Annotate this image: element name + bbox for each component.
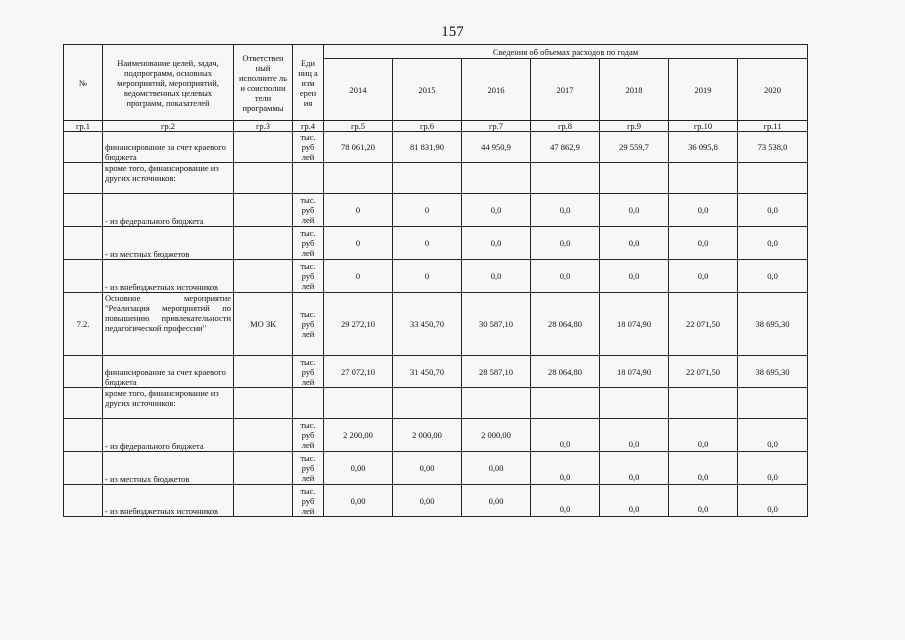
row-value-2018: 18 074,90 — [600, 356, 669, 388]
row-value-2017: 0,0 — [531, 260, 600, 293]
row-value-2018: 0,0 — [600, 194, 669, 227]
column-number: гр.3 — [234, 121, 293, 132]
row-name: - из федерального бюджета — [103, 419, 234, 452]
row-value-2018: 0,0 — [600, 227, 669, 260]
row-name: - из федерального бюджета — [103, 194, 234, 227]
row-value-2020: 38 695,30 — [738, 356, 808, 388]
row-value-2015: 0,00 — [393, 452, 462, 485]
row-value-2017: 0,0 — [531, 452, 600, 485]
column-number: гр.11 — [738, 121, 808, 132]
row-unit: тыс. руб лей — [293, 452, 324, 485]
row-value-2020: 0,0 — [738, 260, 808, 293]
row-value-2015: 31 450,70 — [393, 356, 462, 388]
row-responsible — [234, 452, 293, 485]
header-year: 2018 — [600, 59, 669, 121]
table-row — [64, 356, 808, 388]
row-name: финансирование за счет краевого бюджета — [103, 356, 234, 388]
row-value-2019: 36 095,8 — [669, 132, 738, 163]
row-value-2015: 0 — [393, 194, 462, 227]
row-value-2016: 0,0 — [462, 194, 531, 227]
row-name: кроме того, финансирование из других источников: — [103, 388, 234, 419]
row-value-2020: 0,0 — [738, 194, 808, 227]
row-unit: тыс. руб лей — [293, 227, 324, 260]
row-value-2014: 0 — [324, 194, 393, 227]
column-number: гр.9 — [600, 121, 669, 132]
row-value-2020 — [738, 388, 808, 419]
column-number: гр.6 — [393, 121, 462, 132]
column-number: гр.7 — [462, 121, 531, 132]
row-value-2015: 0,00 — [393, 485, 462, 517]
row-responsible — [234, 260, 293, 293]
table-row — [64, 132, 808, 163]
row-value-2015 — [393, 163, 462, 194]
table-row — [64, 293, 808, 356]
row-responsible: МО ЗК — [234, 293, 293, 356]
row-number — [64, 163, 103, 194]
row-value-2018: 0,0 — [600, 485, 669, 517]
row-name: - из внебюджетных источников — [103, 485, 234, 517]
row-value-2016: 30 587,10 — [462, 293, 531, 356]
header-unit: Еди ниц а изм ерен ия — [293, 45, 324, 121]
row-name: Основное мероприятие "Реализация мероприятий по повышению привлекательности педагогической профессии" — [103, 293, 234, 356]
row-value-2018: 29 559,7 — [600, 132, 669, 163]
row-value-2018 — [600, 388, 669, 419]
header-responsible: Ответствен ный исполните ль и соисполни тели программы — [234, 45, 293, 121]
row-value-2020: 0,0 — [738, 419, 808, 452]
row-number — [64, 388, 103, 419]
header-name: Наименование целей, задач, подпрограмм, основных мероприятий, мероприятий, ведомственных целевых программ, показателей — [103, 45, 234, 121]
row-responsible — [234, 485, 293, 517]
row-responsible — [234, 419, 293, 452]
row-value-2017: 47 862,9 — [531, 132, 600, 163]
table-row — [64, 485, 808, 517]
row-value-2018: 0,0 — [600, 260, 669, 293]
row-value-2017: 0,0 — [531, 194, 600, 227]
row-unit: тыс. руб лей — [293, 356, 324, 388]
column-number: гр.4 — [293, 121, 324, 132]
row-unit — [293, 388, 324, 419]
row-value-2020: 0,0 — [738, 227, 808, 260]
row-value-2014: 0 — [324, 227, 393, 260]
column-number-row — [64, 121, 808, 132]
row-number — [64, 260, 103, 293]
row-value-2015: 0 — [393, 227, 462, 260]
row-responsible — [234, 356, 293, 388]
row-value-2014: 2 200,00 — [324, 419, 393, 452]
row-value-2016 — [462, 388, 531, 419]
row-value-2018: 18 074,90 — [600, 293, 669, 356]
row-number: 7.2. — [64, 293, 103, 356]
column-number: гр.8 — [531, 121, 600, 132]
row-name: - из местных бюджетов — [103, 227, 234, 260]
table-row — [64, 452, 808, 485]
column-number: гр.2 — [103, 121, 234, 132]
row-value-2016 — [462, 163, 531, 194]
row-value-2019: 0,0 — [669, 227, 738, 260]
row-number — [64, 356, 103, 388]
column-number: гр.1 — [64, 121, 103, 132]
page-number: 157 — [441, 24, 464, 40]
row-number — [64, 194, 103, 227]
row-value-2017: 0,0 — [531, 419, 600, 452]
row-value-2014: 78 061,20 — [324, 132, 393, 163]
row-value-2017: 0,0 — [531, 227, 600, 260]
row-value-2019: 0,0 — [669, 485, 738, 517]
row-value-2017: 0,0 — [531, 485, 600, 517]
row-number — [64, 227, 103, 260]
row-value-2016: 0,00 — [462, 452, 531, 485]
row-value-2015: 81 831,90 — [393, 132, 462, 163]
row-value-2019: 0,0 — [669, 260, 738, 293]
row-value-2019 — [669, 163, 738, 194]
row-value-2014 — [324, 388, 393, 419]
row-responsible — [234, 163, 293, 194]
row-responsible — [234, 388, 293, 419]
row-value-2017 — [531, 163, 600, 194]
row-number — [64, 419, 103, 452]
row-number — [64, 132, 103, 163]
row-number — [64, 452, 103, 485]
budget-table — [63, 44, 808, 517]
row-unit: тыс. руб лей — [293, 194, 324, 227]
row-value-2016: 0,0 — [462, 260, 531, 293]
header-year: 2014 — [324, 59, 393, 121]
row-value-2016: 2 000,00 — [462, 419, 531, 452]
row-unit: тыс. руб лей — [293, 485, 324, 517]
row-responsible — [234, 132, 293, 163]
row-value-2017 — [531, 388, 600, 419]
row-name: - из внебюджетных источников — [103, 260, 234, 293]
row-value-2019: 0,0 — [669, 452, 738, 485]
row-name: кроме того, финансирование из других источников: — [103, 163, 234, 194]
table-row — [64, 419, 808, 452]
row-value-2019: 0,0 — [669, 194, 738, 227]
row-value-2015: 33 450,70 — [393, 293, 462, 356]
row-value-2017: 28 064,80 — [531, 293, 600, 356]
column-number: гр.5 — [324, 121, 393, 132]
table-row — [64, 227, 808, 260]
row-value-2014 — [324, 163, 393, 194]
row-value-2014: 27 072,10 — [324, 356, 393, 388]
row-value-2017: 28 064,80 — [531, 356, 600, 388]
row-value-2016: 28 587,10 — [462, 356, 531, 388]
row-unit: тыс. руб лей — [293, 293, 324, 356]
row-value-2019: 22 071,50 — [669, 356, 738, 388]
row-value-2018: 0,0 — [600, 419, 669, 452]
row-value-2020: 73 538,0 — [738, 132, 808, 163]
row-value-2020: 0,0 — [738, 485, 808, 517]
row-value-2019: 0,0 — [669, 419, 738, 452]
row-value-2016: 0,00 — [462, 485, 531, 517]
header-no: № — [64, 45, 103, 121]
row-number — [64, 485, 103, 517]
row-value-2014: 0 — [324, 260, 393, 293]
row-value-2015 — [393, 388, 462, 419]
row-value-2019: 22 071,50 — [669, 293, 738, 356]
row-value-2020: 0,0 — [738, 452, 808, 485]
row-value-2019 — [669, 388, 738, 419]
row-value-2020 — [738, 163, 808, 194]
row-value-2014: 29 272,10 — [324, 293, 393, 356]
row-value-2018: 0,0 — [600, 452, 669, 485]
row-unit: тыс. руб лей — [293, 132, 324, 163]
table-row — [64, 194, 808, 227]
row-value-2014: 0,00 — [324, 485, 393, 517]
row-responsible — [234, 194, 293, 227]
row-unit: тыс. руб лей — [293, 260, 324, 293]
row-value-2016: 0,0 — [462, 227, 531, 260]
table-row — [64, 388, 808, 419]
header-year: 2020 — [738, 59, 808, 121]
row-value-2016: 44 950,9 — [462, 132, 531, 163]
header-year: 2016 — [462, 59, 531, 121]
row-name: - из местных бюджетов — [103, 452, 234, 485]
column-number: гр.10 — [669, 121, 738, 132]
table-row — [64, 163, 808, 194]
header-year: 2017 — [531, 59, 600, 121]
row-value-2015: 0 — [393, 260, 462, 293]
header-year: 2015 — [393, 59, 462, 121]
header-expenses-caption: Сведения об объемах расходов по годам — [324, 45, 808, 59]
row-unit: тыс. руб лей — [293, 419, 324, 452]
row-value-2015: 2 000,00 — [393, 419, 462, 452]
table-row — [64, 260, 808, 293]
header-year: 2019 — [669, 59, 738, 121]
row-value-2020: 38 695,30 — [738, 293, 808, 356]
row-unit — [293, 163, 324, 194]
row-value-2018 — [600, 163, 669, 194]
row-responsible — [234, 227, 293, 260]
row-value-2014: 0,00 — [324, 452, 393, 485]
row-name: финансирование за счет краевого бюджета — [103, 132, 234, 163]
